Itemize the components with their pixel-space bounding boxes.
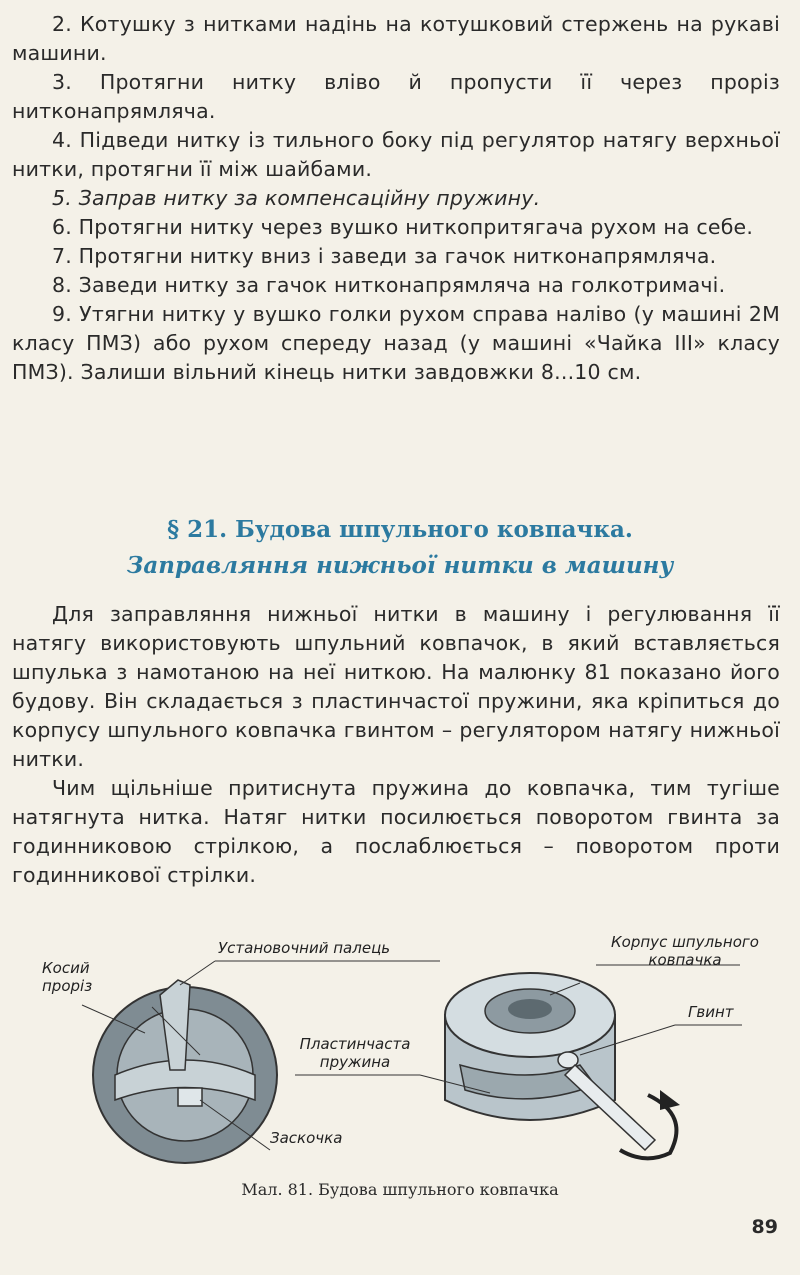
label-slot: Косий проріз bbox=[42, 959, 93, 995]
paragraph-1: Для заправляння нижньої нитки в машину і регулювання її натягу використовують шпульний ковпачок, в який вставляється шпулька з намотаною на неї ниткою. На малюнку 81 показано його будову. Він складається з пластинчастої пружини, яка кріпиться до корпусу шпульного ковпачка гвинтом – регулятором натягу нижньої нитки. bbox=[12, 602, 780, 771]
step-9: 9. Утягни нитку у вушко голки рухом справа наліво (у машині 2М класу ПМЗ) або рухом спереду назад (у машині «Чайка ІІІ» класу ПМЗ). Залиши вільний кінець нитки завдовжки 8...10 см. bbox=[12, 302, 780, 384]
step-6: 6. Протягни нитку через вушко ниткопритягача рухом на себе. bbox=[52, 215, 754, 239]
step-5: 5. Заправ нитку за компенсаційну пружину. bbox=[52, 186, 541, 210]
section-body bbox=[12, 600, 780, 890]
step-8: 8. Заведи нитку за гачок нитконапрямляча на голкотримачі. bbox=[52, 273, 726, 297]
label-body: Корпус шпульного ковпачка bbox=[611, 933, 759, 969]
paragraph-2: Чим щільніше притиснута пружина до ковпачка, тим тугіше натягнута нитка. Натяг нитки посилюється поворотом гвинта за годинниковою стрілкою, а послаблюється – поворотом проти годинникової стрілки. bbox=[12, 776, 780, 887]
label-screw: Гвинт bbox=[688, 1003, 734, 1021]
step-2: 2. Котушку з нитками надінь на котушковий стержень на рукаві машини. bbox=[12, 12, 780, 65]
section-title-line2: Заправляння нижньої нитки в машину bbox=[126, 552, 674, 579]
step-4: 4. Підведи нитку із тильного боку під регулятор натягу верхньої нитки, протягни її між шайбами. bbox=[12, 128, 780, 181]
bobbin-case-body-drawing bbox=[445, 973, 680, 1158]
section-title-line1: § 21. Будова шпульного ковпачка. bbox=[167, 516, 633, 543]
step-7: 7. Протягни нитку вниз і заведи за гачок нитконапрямляча. bbox=[52, 244, 717, 268]
figure-caption: Мал. 81. Будова шпульного ковпачка bbox=[241, 1180, 559, 1199]
label-spring: Пластинчаста пружина bbox=[299, 1035, 411, 1071]
step-3: 3. Протягни нитку вліво й пропусти її через проріз нитконапрямляча. bbox=[12, 70, 780, 123]
figure-81 bbox=[20, 925, 780, 1175]
page-number: 89 bbox=[751, 1216, 778, 1238]
label-latch: Заскочка bbox=[270, 1129, 343, 1147]
label-finger: Установочний палець bbox=[218, 939, 391, 957]
section-heading bbox=[0, 512, 800, 584]
instruction-steps bbox=[12, 10, 780, 387]
